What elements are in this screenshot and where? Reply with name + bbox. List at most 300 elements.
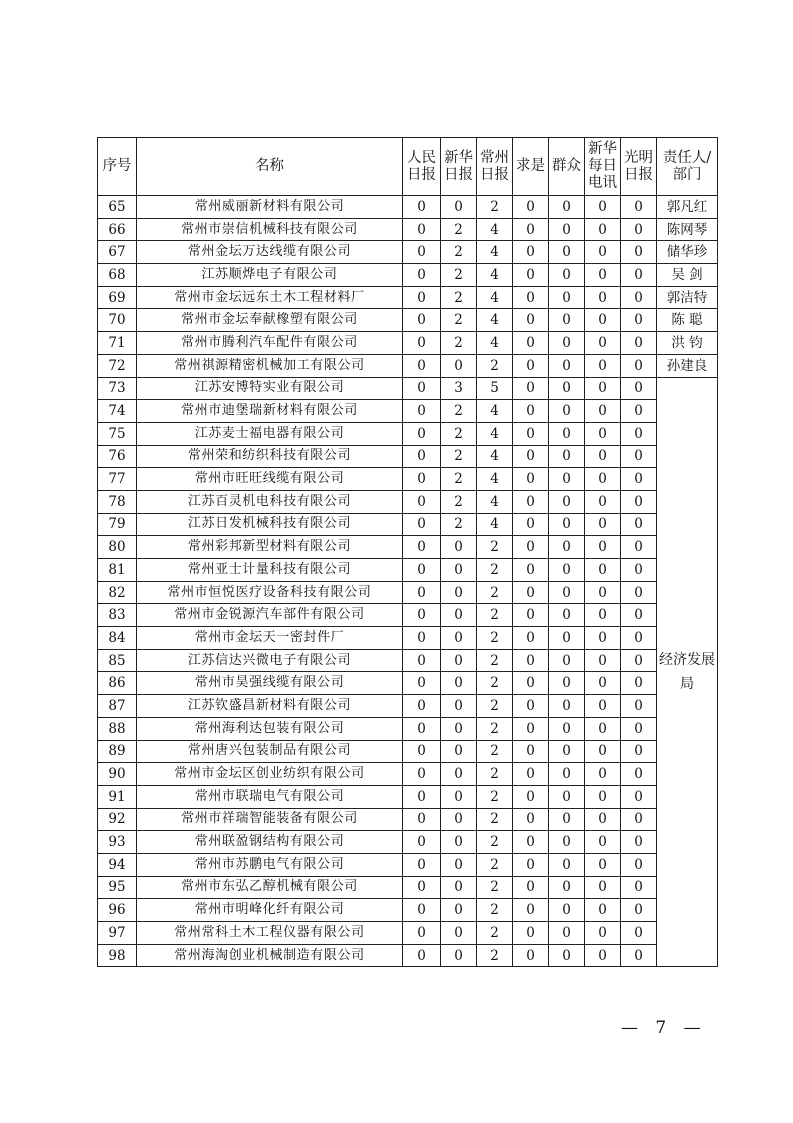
subscription-count: 0 (549, 309, 585, 332)
subscription-count: 0 (549, 264, 585, 287)
subscription-count: 0 (403, 445, 441, 468)
subscription-count: 0 (549, 468, 585, 491)
table-row (98, 717, 718, 740)
header-no: 序号 (98, 138, 137, 196)
subscription-count: 4 (477, 286, 513, 309)
header-changzhou-daily: 常州日报 (477, 138, 513, 196)
subscription-count: 0 (585, 627, 621, 650)
subscription-count: 0 (403, 944, 441, 967)
subscription-count: 0 (621, 604, 657, 627)
subscription-count: 0 (441, 763, 477, 786)
row-number: 87 (98, 695, 137, 718)
company-name: 江苏钦盛昌新材料有限公司 (137, 695, 403, 718)
row-number: 92 (98, 808, 137, 831)
company-name: 常州荣和纺织科技有限公司 (137, 445, 403, 468)
subscription-count: 0 (585, 513, 621, 536)
responsible-person: 郭洁特 (657, 286, 718, 309)
subscription-count: 0 (549, 695, 585, 718)
subscription-count: 2 (477, 853, 513, 876)
subscription-count: 0 (513, 332, 549, 355)
company-name: 常州市腾利汽车配件有限公司 (137, 332, 403, 355)
subscription-count: 0 (403, 490, 441, 513)
subscription-count: 0 (513, 400, 549, 423)
subscription-count: 0 (513, 899, 549, 922)
subscription-count: 0 (585, 808, 621, 831)
subscription-count: 0 (549, 808, 585, 831)
subscription-count: 2 (477, 922, 513, 945)
row-number: 80 (98, 536, 137, 559)
table-row (98, 944, 718, 967)
subscription-count: 0 (549, 513, 585, 536)
table-row (98, 332, 718, 355)
subscription-count: 0 (585, 717, 621, 740)
subscription-count: 0 (549, 785, 585, 808)
subscription-count: 0 (549, 332, 585, 355)
subscription-count: 0 (403, 899, 441, 922)
row-number: 86 (98, 672, 137, 695)
subscription-count: 0 (513, 808, 549, 831)
table-row (98, 422, 718, 445)
table-row (98, 808, 718, 831)
subscription-count: 0 (585, 241, 621, 264)
subscription-count: 4 (477, 241, 513, 264)
subscription-count: 0 (585, 922, 621, 945)
subscription-count: 2 (477, 740, 513, 763)
subscription-count: 0 (403, 785, 441, 808)
row-number: 88 (98, 717, 137, 740)
subscription-count: 0 (621, 695, 657, 718)
subscription-count: 0 (403, 422, 441, 445)
table-row (98, 604, 718, 627)
row-number: 98 (98, 944, 137, 967)
subscription-count: 2 (477, 831, 513, 854)
subscription-count: 2 (477, 695, 513, 718)
table-row (98, 354, 718, 377)
responsible-person: 陈网琴 (657, 218, 718, 241)
subscription-count: 0 (621, 763, 657, 786)
subscription-count: 2 (477, 876, 513, 899)
row-number: 90 (98, 763, 137, 786)
subscription-count: 0 (621, 899, 657, 922)
subscription-count: 2 (441, 422, 477, 445)
subscription-count: 2 (477, 944, 513, 967)
header-responsible: 责任人/部门 (657, 138, 718, 196)
subscription-count: 0 (549, 763, 585, 786)
subscription-count: 0 (585, 490, 621, 513)
subscription-count: 0 (403, 400, 441, 423)
subscription-count: 0 (621, 445, 657, 468)
table-row (98, 468, 718, 491)
subscription-count: 0 (441, 717, 477, 740)
subscription-count: 2 (441, 286, 477, 309)
table-row (98, 581, 718, 604)
subscription-count: 0 (549, 400, 585, 423)
subscription-count: 0 (513, 490, 549, 513)
subscription-count: 0 (585, 445, 621, 468)
table-body (98, 196, 718, 967)
subscription-count: 0 (441, 899, 477, 922)
subscription-count: 0 (621, 717, 657, 740)
subscription-count: 0 (549, 354, 585, 377)
header-xinhua-meiri-dianxun: 新华每日电讯 (585, 138, 621, 196)
table-row (98, 672, 718, 695)
row-number: 72 (98, 354, 137, 377)
subscription-count: 2 (477, 354, 513, 377)
subscription-count: 0 (621, 649, 657, 672)
table-row (98, 445, 718, 468)
subscription-count: 0 (513, 536, 549, 559)
company-name: 常州市明峰化纤有限公司 (137, 899, 403, 922)
subscription-count: 0 (621, 559, 657, 582)
table-row (98, 831, 718, 854)
subscription-count: 0 (549, 604, 585, 627)
subscription-count: 0 (441, 604, 477, 627)
subscription-count: 0 (441, 196, 477, 219)
subscription-count: 0 (585, 672, 621, 695)
subscription-count: 0 (621, 831, 657, 854)
subscription-count: 0 (513, 559, 549, 582)
row-number: 71 (98, 332, 137, 355)
subscription-count: 0 (513, 581, 549, 604)
subscription-count: 2 (477, 672, 513, 695)
subscription-count: 0 (513, 944, 549, 967)
header-xinhua-daily: 新华日报 (441, 138, 477, 196)
row-number: 82 (98, 581, 137, 604)
subscription-count: 0 (513, 717, 549, 740)
row-number: 95 (98, 876, 137, 899)
subscription-count: 0 (549, 627, 585, 650)
company-name: 常州市苏鹏电气有限公司 (137, 853, 403, 876)
subscription-count: 0 (549, 899, 585, 922)
row-number: 77 (98, 468, 137, 491)
subscription-count: 2 (477, 196, 513, 219)
subscription-count: 4 (477, 468, 513, 491)
subscription-count: 0 (441, 627, 477, 650)
subscription-count: 2 (441, 332, 477, 355)
subscription-count: 0 (621, 354, 657, 377)
row-number: 73 (98, 377, 137, 400)
table-row (98, 264, 718, 287)
subscription-count: 0 (585, 899, 621, 922)
subscription-count: 0 (549, 377, 585, 400)
table-row (98, 377, 718, 400)
subscription-count: 0 (585, 649, 621, 672)
subscription-count: 2 (477, 581, 513, 604)
company-name: 常州市金坛天一密封件厂 (137, 627, 403, 650)
subscription-count: 2 (477, 536, 513, 559)
company-name: 常州市旺旺线缆有限公司 (137, 468, 403, 491)
company-name: 常州市金锐源汽车部件有限公司 (137, 604, 403, 627)
subscription-count: 0 (621, 264, 657, 287)
subscription-count: 0 (403, 604, 441, 627)
company-name: 江苏信达兴微电子有限公司 (137, 649, 403, 672)
subscription-count: 0 (513, 354, 549, 377)
table-row (98, 853, 718, 876)
subscription-count: 0 (585, 876, 621, 899)
subscription-count: 0 (621, 241, 657, 264)
subscription-count: 0 (441, 831, 477, 854)
table-row (98, 627, 718, 650)
table-row (98, 763, 718, 786)
subscription-count: 4 (477, 513, 513, 536)
row-number: 96 (98, 899, 137, 922)
company-name: 常州市迪堡瑞新材料有限公司 (137, 400, 403, 423)
subscription-count: 0 (585, 581, 621, 604)
company-name: 常州市恒悦医疗设备科技有限公司 (137, 581, 403, 604)
subscription-count: 0 (621, 422, 657, 445)
subscription-count: 0 (513, 513, 549, 536)
subscription-count: 0 (513, 422, 549, 445)
subscription-count: 2 (477, 785, 513, 808)
header-qunzhong: 群众 (549, 138, 585, 196)
subscription-count: 0 (549, 536, 585, 559)
subscription-count: 0 (513, 922, 549, 945)
subscription-count: 4 (477, 490, 513, 513)
subscription-count: 0 (585, 785, 621, 808)
subscription-count: 0 (621, 286, 657, 309)
company-name: 江苏顺烨电子有限公司 (137, 264, 403, 287)
company-name: 常州市金坛区创业纺织有限公司 (137, 763, 403, 786)
subscription-count: 2 (441, 513, 477, 536)
row-number: 85 (98, 649, 137, 672)
subscription-count: 2 (477, 717, 513, 740)
subscription-count: 0 (513, 468, 549, 491)
subscription-count: 0 (549, 922, 585, 945)
subscription-count: 0 (403, 536, 441, 559)
row-number: 94 (98, 853, 137, 876)
subscription-count: 0 (585, 309, 621, 332)
subscription-count: 0 (513, 241, 549, 264)
subscription-count: 0 (585, 264, 621, 287)
subscription-count: 0 (441, 944, 477, 967)
subscription-count: 0 (621, 785, 657, 808)
subscription-count: 0 (513, 649, 549, 672)
table-row (98, 785, 718, 808)
subscription-count: 0 (513, 785, 549, 808)
subscription-count: 0 (403, 468, 441, 491)
subscription-count: 0 (585, 559, 621, 582)
subscription-count: 0 (513, 876, 549, 899)
subscription-count: 0 (549, 717, 585, 740)
subscription-count: 0 (403, 695, 441, 718)
subscription-count: 0 (585, 604, 621, 627)
subscription-count: 3 (441, 377, 477, 400)
company-name: 常州市崇信机械科技有限公司 (137, 218, 403, 241)
subscription-count: 0 (403, 763, 441, 786)
company-name: 常州市金坛奉献橡塑有限公司 (137, 309, 403, 332)
company-name: 常州海利达包装有限公司 (137, 717, 403, 740)
subscription-count: 2 (477, 763, 513, 786)
subscription-count: 0 (585, 536, 621, 559)
subscription-count: 0 (621, 536, 657, 559)
subscription-count: 0 (403, 876, 441, 899)
subscription-count: 0 (549, 649, 585, 672)
subscription-count: 0 (513, 831, 549, 854)
subscription-count: 0 (549, 286, 585, 309)
table-row (98, 309, 718, 332)
subscription-count: 0 (513, 627, 549, 650)
subscription-count: 0 (513, 672, 549, 695)
company-name: 常州金坛万达线缆有限公司 (137, 241, 403, 264)
company-name: 常州联盈钢结构有限公司 (137, 831, 403, 854)
subscription-count: 0 (585, 286, 621, 309)
row-number: 74 (98, 400, 137, 423)
row-number: 75 (98, 422, 137, 445)
row-number: 65 (98, 196, 137, 219)
subscription-count: 2 (477, 604, 513, 627)
subscription-count: 4 (477, 400, 513, 423)
table-row (98, 400, 718, 423)
subscription-count: 0 (549, 490, 585, 513)
subscription-count: 0 (513, 853, 549, 876)
subscription-count: 0 (549, 445, 585, 468)
subscription-count: 0 (585, 196, 621, 219)
row-number: 78 (98, 490, 137, 513)
subscription-count: 2 (477, 649, 513, 672)
company-name: 江苏日发机械科技有限公司 (137, 513, 403, 536)
subscription-count: 2 (477, 808, 513, 831)
row-number: 70 (98, 309, 137, 332)
subscription-count: 2 (441, 445, 477, 468)
subscription-count: 0 (585, 422, 621, 445)
row-number: 68 (98, 264, 137, 287)
subscription-count: 0 (441, 808, 477, 831)
company-name: 常州市东弘乙醇机械有限公司 (137, 876, 403, 899)
subscription-count: 2 (477, 559, 513, 582)
table-row (98, 899, 718, 922)
subscription-count: 0 (621, 490, 657, 513)
subscription-count: 0 (513, 604, 549, 627)
responsible-person: 储华珍 (657, 241, 718, 264)
subscription-count: 0 (441, 581, 477, 604)
responsible-person: 洪 钧 (657, 332, 718, 355)
subscription-count: 0 (621, 944, 657, 967)
company-name: 常州亚士计量科技有限公司 (137, 559, 403, 582)
table-row (98, 922, 718, 945)
company-name: 江苏百灵机电科技有限公司 (137, 490, 403, 513)
subscription-count: 0 (549, 581, 585, 604)
subscription-count: 0 (621, 740, 657, 763)
subscription-count: 0 (403, 332, 441, 355)
subscription-count: 0 (513, 445, 549, 468)
row-number: 66 (98, 218, 137, 241)
subscription-count: 2 (441, 241, 477, 264)
subscription-count: 0 (403, 808, 441, 831)
row-number: 84 (98, 627, 137, 650)
company-name: 常州祺源精密机械加工有限公司 (137, 354, 403, 377)
subscription-count: 0 (621, 672, 657, 695)
subscription-count: 0 (585, 944, 621, 967)
subscription-count: 0 (549, 876, 585, 899)
subscription-count: 4 (477, 445, 513, 468)
subscription-count: 0 (585, 377, 621, 400)
header-renmin-daily: 人民日报 (403, 138, 441, 196)
row-number: 83 (98, 604, 137, 627)
table-row (98, 740, 718, 763)
table-row (98, 286, 718, 309)
subscription-count: 0 (621, 309, 657, 332)
subscription-count: 0 (585, 218, 621, 241)
subscription-count: 0 (585, 400, 621, 423)
row-number: 93 (98, 831, 137, 854)
company-name: 江苏安博特实业有限公司 (137, 377, 403, 400)
subscription-count: 0 (513, 264, 549, 287)
subscription-count: 0 (441, 559, 477, 582)
subscription-count: 0 (513, 377, 549, 400)
table-row (98, 241, 718, 264)
subscription-count: 2 (477, 627, 513, 650)
subscription-count: 0 (549, 831, 585, 854)
subscription-count: 0 (621, 218, 657, 241)
subscription-count: 0 (585, 468, 621, 491)
subscription-count: 0 (621, 922, 657, 945)
table-row (98, 559, 718, 582)
row-number: 97 (98, 922, 137, 945)
subscription-count: 0 (403, 853, 441, 876)
subscription-count: 0 (441, 536, 477, 559)
row-number: 67 (98, 241, 137, 264)
subscription-count: 0 (585, 695, 621, 718)
subscription-count: 0 (513, 196, 549, 219)
subscription-count: 0 (403, 581, 441, 604)
subscription-count: 0 (621, 853, 657, 876)
subscription-count: 0 (585, 831, 621, 854)
row-number: 91 (98, 785, 137, 808)
subscription-count: 0 (403, 241, 441, 264)
subscription-count: 0 (403, 354, 441, 377)
subscription-count: 2 (441, 490, 477, 513)
subscription-count: 0 (403, 627, 441, 650)
subscription-count: 0 (513, 309, 549, 332)
subscription-count: 0 (441, 740, 477, 763)
subscription-count: 0 (403, 309, 441, 332)
subscription-count: 0 (585, 763, 621, 786)
subscription-count: 0 (621, 468, 657, 491)
subscription-count: 0 (403, 218, 441, 241)
subscription-count: 2 (441, 264, 477, 287)
subscription-count: 0 (403, 672, 441, 695)
company-name: 常州唐兴包装制品有限公司 (137, 740, 403, 763)
subscription-count: 0 (441, 876, 477, 899)
subscription-count: 0 (513, 763, 549, 786)
subscription-count: 0 (403, 717, 441, 740)
header-qiushi: 求是 (513, 138, 549, 196)
subscription-count: 0 (621, 876, 657, 899)
company-subscription-table (97, 137, 718, 967)
subscription-count: 5 (477, 377, 513, 400)
responsible-person: 孙建良 (657, 354, 718, 377)
subscription-count: 0 (549, 559, 585, 582)
company-name: 常州彩邦新型材料有限公司 (137, 536, 403, 559)
subscription-count: 0 (513, 286, 549, 309)
row-number: 76 (98, 445, 137, 468)
subscription-count: 0 (585, 740, 621, 763)
responsible-person: 陈 聪 (657, 309, 718, 332)
subscription-count: 0 (621, 332, 657, 355)
subscription-count: 0 (585, 332, 621, 355)
table-header-row (98, 138, 718, 196)
subscription-count: 2 (441, 309, 477, 332)
subscription-count: 0 (403, 264, 441, 287)
subscription-count: 4 (477, 218, 513, 241)
subscription-count: 0 (549, 241, 585, 264)
subscription-count: 0 (403, 922, 441, 945)
subscription-count: 0 (621, 627, 657, 650)
subscription-count: 0 (621, 400, 657, 423)
responsible-person: 吴 剑 (657, 264, 718, 287)
subscription-count: 4 (477, 332, 513, 355)
subscription-count: 0 (513, 740, 549, 763)
